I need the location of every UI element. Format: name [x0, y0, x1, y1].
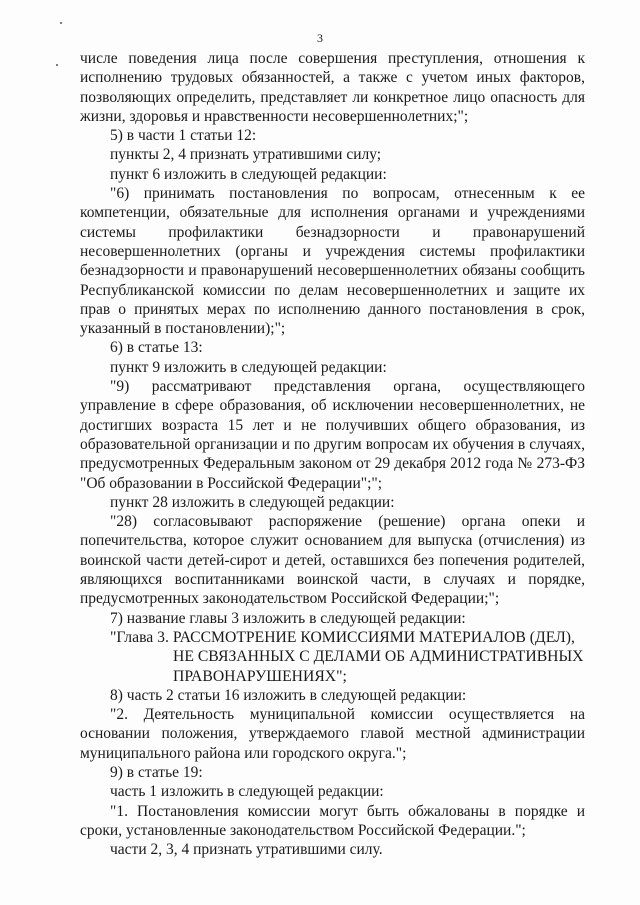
paragraph: числе поведения лица после совершения преступления, отношения к исполнению трудовых обязанностей, а также с учетом иных факторов, позволяющих определить, представляет ли конкретное лицо опасность для жизни, здоровья и нравственности несовершеннолетних;";	[80, 50, 585, 125]
paragraph: пункт 9 изложить в следующей редакции:	[110, 358, 387, 376]
paragraph: 5) в части 1 статьи 12:	[110, 127, 257, 145]
page-number: 3	[317, 31, 323, 45]
paragraph: пункт 6 изложить в следующей редакции:	[110, 165, 387, 183]
chapter-title-line: "Глава 3. РАССМОТРЕНИЕ КОМИССИЯМИ МАТЕРИАЛОВ (ДЕЛ),	[110, 628, 575, 646]
paragraph: "1. Постановления комиссии могут быть обжалованы в порядке и сроки, установленные законодательством Российской Федерации.";	[80, 802, 585, 839]
paragraph: часть 1 изложить в следующей редакции:	[110, 783, 384, 801]
paragraph: 6) в статье 13:	[110, 339, 203, 357]
paragraph: пункты 2, 4 признать утратившими силу;	[110, 146, 382, 164]
paragraph: "28) согласовывают распоряжение (решение) органа опеки и попечительства, которое служит основанием для выпуска (отчисления) из воинской части детей-сирот и детей, оставшихся без попечения родителей, являющихся воспитанниками воинской части, в случаях и порядке, предусмотренных законодательством Российской Федерации;";	[80, 513, 585, 608]
paragraph: 8) часть 2 статьи 16 изложить в следующей редакции:	[110, 686, 467, 704]
paragraph: пункт 28 изложить в следующей редакции:	[110, 493, 395, 511]
paragraph: "2. Деятельность муниципальной комиссии осуществляется на основании положения, утверждаемого главой местной администрации муниципального района или городского округа.";	[80, 706, 585, 762]
scan-speck	[60, 22, 62, 24]
paragraph: "6) принимать постановления по вопросам, отнесенным к ее компетенции, обязательные для исполнения органами и учреждениями системы профилактики безнадзорности и правонарушений несовершеннолетних (органы и учреждения системы профилактики безнадзорности и правонарушений несовершеннолетних обязаны сообщить Республиканской комиссии по делам несовершеннолетних и защите их прав о принятых мерах по исполнению данного постановления в срок, указанный в постановлении);";	[80, 185, 585, 338]
chapter-title	[80, 628, 585, 686]
paragraph: 9) в статье 19:	[110, 763, 203, 781]
scan-speck	[56, 64, 58, 66]
paragraph: части 2, 3, 4 признать утратившими силу.	[110, 841, 383, 859]
paragraph: 7) название главы 3 изложить в следующей редакции:	[110, 609, 466, 627]
document-body	[80, 49, 585, 859]
chapter-title-line: ПРАВОНАРУШЕНИЯХ";	[173, 667, 347, 685]
paragraph: "9) рассматривают представления органа, осуществляющего управление в сфере образования, об исключении несовершеннолетних, не достигших возраста 15 лет и не получивших общего образования, из образовательной организации и по другим вопросам их обучения в случаях, предусмотренных Федеральным законом от 29 декабря 2012 года № 273-ФЗ "Об образовании в Российской Федерации";";	[80, 378, 585, 492]
chapter-title-line: НЕ СВЯЗАННЫХ С ДЕЛАМИ ОБ АДМИНИСТРАТИВНЫХ	[173, 648, 584, 666]
